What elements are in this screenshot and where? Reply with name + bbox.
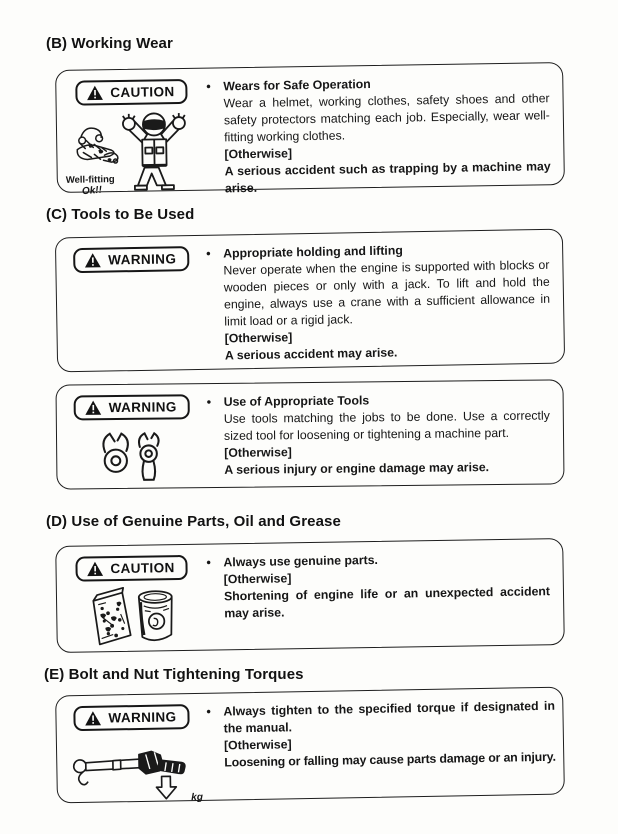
warning-label bbox=[73, 246, 189, 273]
bullet-glyph: • bbox=[206, 79, 211, 94]
wrenches-illustration bbox=[89, 423, 176, 482]
severity-text: WARNING bbox=[108, 709, 177, 726]
warning-box-holding-lifting bbox=[55, 229, 565, 373]
warning-label bbox=[74, 394, 190, 420]
section-e-heading: (E) Bolt and Nut Tightening Torques bbox=[44, 666, 304, 683]
item-title: Use of Appropriate Tools bbox=[223, 393, 370, 409]
box-text-column bbox=[206, 687, 569, 799]
caution-label bbox=[75, 79, 188, 106]
item-consequence: A serious injury or engine damage may arise. bbox=[224, 460, 490, 477]
item-consequence: A serious accident such as trapping by a machine may arise. bbox=[224, 159, 551, 196]
section-b-heading: (B) Working Wear bbox=[46, 35, 173, 52]
genuine-parts-illustration bbox=[76, 584, 189, 648]
bullet-glyph: • bbox=[206, 395, 212, 410]
severity-text: WARNING bbox=[108, 399, 177, 416]
warning-triangle-icon bbox=[86, 85, 103, 100]
section-d-heading: (D) Use of Genuine Parts, Oil and Grease bbox=[46, 513, 341, 530]
severity-text: CAUTION bbox=[110, 560, 175, 577]
severity-text: CAUTION bbox=[110, 84, 175, 101]
illustration-caption: Well-fitting bbox=[65, 174, 115, 186]
worker-illustration bbox=[65, 108, 194, 198]
item-body: Never operate when the engine is supported with blocks or wooden pieces or only with a jack. To lift and hold the engine, always use a crane with a sufficient allowance in limit load or a rigid jack. bbox=[223, 257, 551, 329]
box-left-column bbox=[56, 69, 208, 198]
otherwise-label: [Otherwise] bbox=[223, 737, 292, 753]
kg-label: kg bbox=[191, 791, 203, 804]
box-text-column bbox=[206, 230, 564, 369]
torque-wrench-illustration bbox=[66, 741, 203, 805]
item-consequence: Shortening of engine life or an unexpected accident may arise. bbox=[223, 584, 551, 621]
box-text-column bbox=[206, 539, 564, 650]
section-c-heading: (C) Tools to Be Used bbox=[46, 206, 195, 223]
otherwise-label: [Otherwise] bbox=[224, 445, 292, 460]
caution-box-working-wear bbox=[55, 62, 565, 198]
box-left-column bbox=[56, 384, 207, 489]
otherwise-label: [Otherwise] bbox=[223, 571, 292, 587]
item-title: Appropriate holding and lifting bbox=[223, 243, 403, 261]
warning-box-appropriate-tools bbox=[55, 379, 564, 489]
box-left-column bbox=[56, 694, 208, 803]
bullet-glyph: • bbox=[206, 246, 211, 261]
item-consequence: A serious accident may arise. bbox=[224, 345, 398, 363]
item-body: Wear a helmet, working clothes, safety shoes and other safety protectors matching each job. Especially, wear well-fitting working clothes. bbox=[223, 91, 550, 145]
parts-bag-and-oil-can-drawing bbox=[76, 584, 189, 648]
item-title: Wears for Safe Operation bbox=[223, 77, 371, 94]
otherwise-label: [Otherwise] bbox=[224, 146, 293, 162]
warning-triangle-icon bbox=[85, 400, 102, 415]
caution-label bbox=[75, 555, 188, 582]
item-body: Use tools matching the jobs to be done. Use a correctly sized tool for loosening or tightening a machine part. bbox=[223, 408, 550, 443]
box-left-column bbox=[56, 545, 208, 652]
severity-text: WARNING bbox=[108, 251, 177, 268]
box-left-column bbox=[56, 236, 208, 372]
warning-triangle-icon bbox=[86, 561, 103, 576]
item-title: Always tighten to the specified torque if designated in the manual. bbox=[223, 698, 556, 736]
box-text-column bbox=[206, 63, 564, 196]
otherwise-label: [Otherwise] bbox=[224, 330, 293, 346]
illustration-caption-ok: Ok!! bbox=[81, 184, 103, 198]
bullet-glyph: • bbox=[206, 704, 211, 719]
wrench-drawing bbox=[89, 423, 176, 482]
caution-box-genuine-parts bbox=[55, 538, 565, 653]
warning-label bbox=[73, 704, 189, 731]
bullet-glyph: • bbox=[206, 555, 211, 570]
warning-triangle-icon bbox=[84, 253, 101, 268]
warning-box-tightening-torque bbox=[55, 687, 565, 804]
box-text-column bbox=[206, 380, 563, 487]
warning-triangle-icon bbox=[84, 711, 101, 726]
torque-wrench-drawing bbox=[66, 741, 199, 805]
item-title: Always use genuine parts. bbox=[223, 552, 379, 570]
item-consequence: Loosening or falling may cause parts damage or an injury. bbox=[224, 749, 556, 770]
